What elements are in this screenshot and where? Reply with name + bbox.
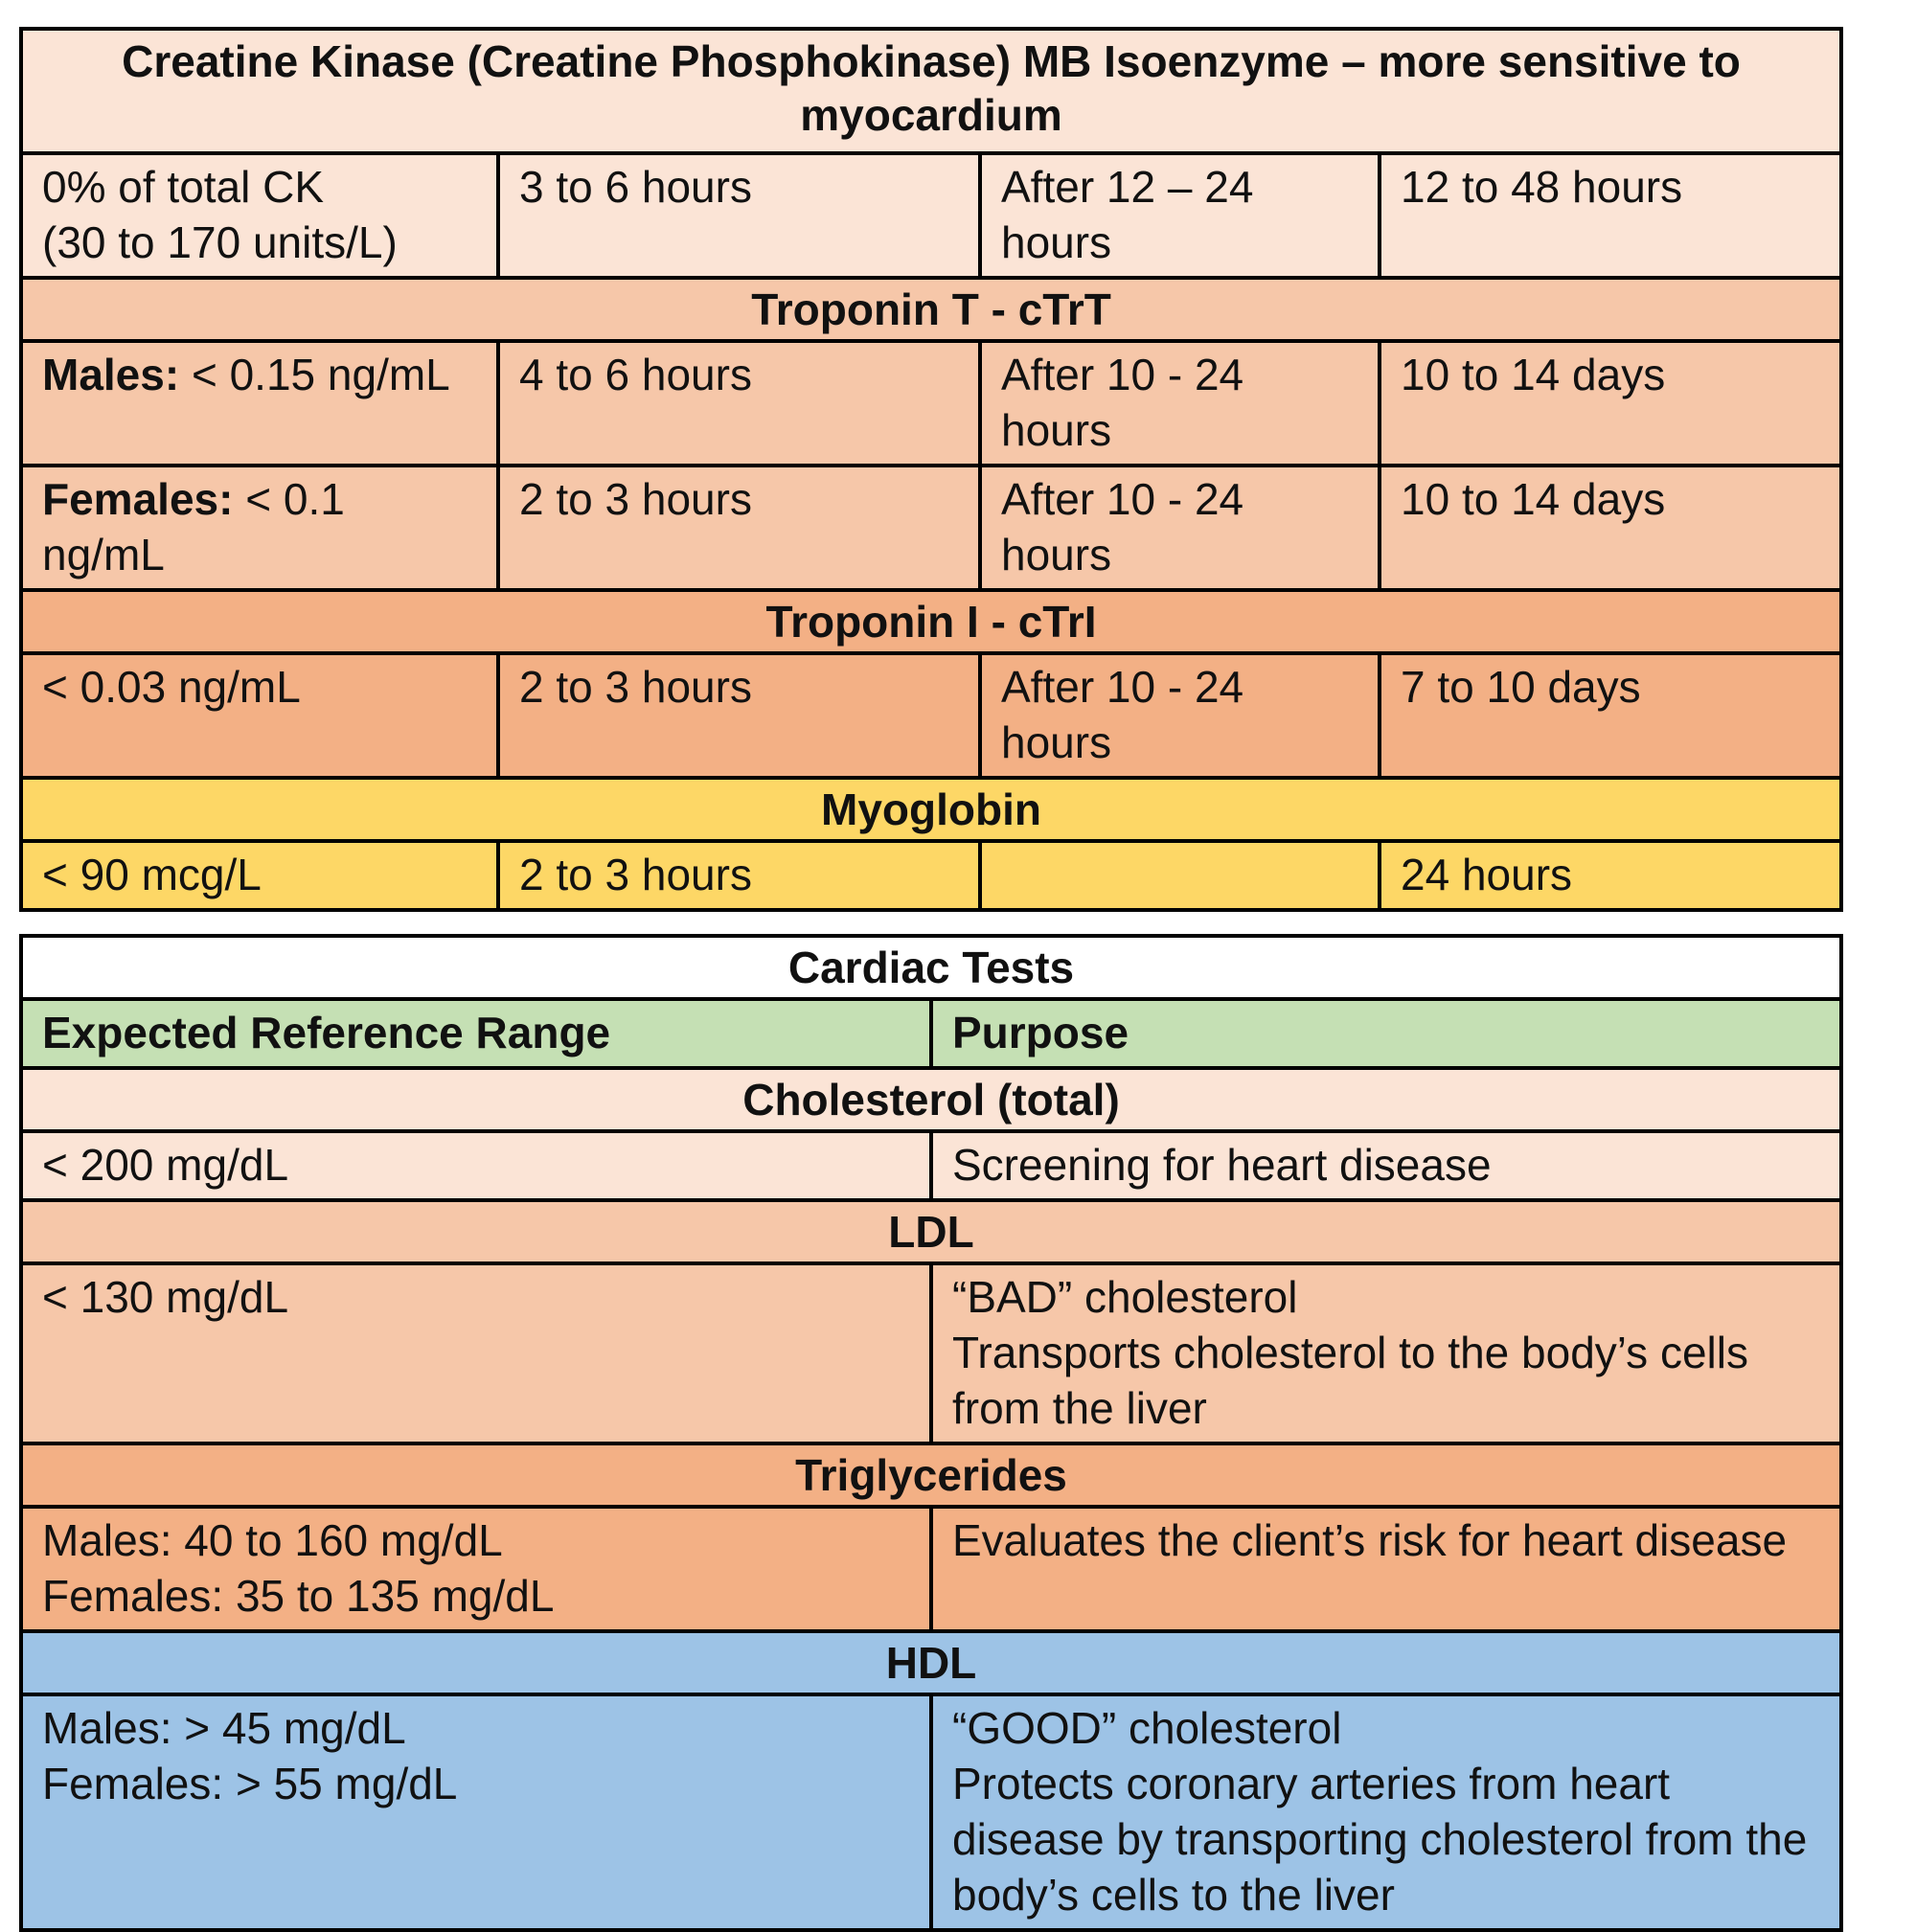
column-header-range: Expected Reference Range: [21, 999, 931, 1068]
cardiac-tests-table: [19, 934, 1843, 1932]
triglycerides-row: [21, 1507, 1841, 1631]
troponin-t-section-title: Troponin T - cTrT: [21, 278, 1841, 341]
cardiac-enzymes-table: [19, 27, 1843, 912]
ck-mb-onset: 3 to 6 hours: [498, 153, 980, 278]
troponin-i-section-title: Troponin I - cTrI: [21, 590, 1841, 653]
myoglobin-row: [21, 841, 1841, 910]
troponin-t-females-peak: After 10 - 24 hours: [980, 466, 1380, 590]
hdl-row: [21, 1694, 1841, 1930]
hdl-purpose: “GOOD” cholesterol Protects coronary arteries from heart disease by transporting cholesterol from the body’s cells to the liver: [931, 1694, 1841, 1930]
cholesterol-row: [21, 1131, 1841, 1200]
ldl-section-title: LDL: [21, 1200, 1841, 1263]
troponin-t-females-row: [21, 466, 1841, 590]
hdl-range: Males: > 45 mg/dL Females: > 55 mg/dL: [21, 1694, 931, 1930]
triglycerides-purpose: Evaluates the client’s risk for heart disease: [931, 1507, 1841, 1631]
myoglobin-duration: 24 hours: [1380, 841, 1841, 910]
troponin-t-females-range: Females: < 0.1 ng/mL: [21, 466, 498, 590]
triglycerides-range: Males: 40 to 160 mg/dL Females: 35 to 135 mg/dL: [21, 1507, 931, 1631]
troponin-t-males-row: [21, 341, 1841, 466]
troponin-i-row: [21, 653, 1841, 778]
hdl-section-title: HDL: [21, 1631, 1841, 1694]
ck-mb-reference-range: 0% of total CK (30 to 170 units/L): [21, 153, 498, 278]
triglycerides-section-title: Triglycerides: [21, 1443, 1841, 1507]
ldl-purpose: “BAD” cholesterol Transports cholesterol to the body’s cells from the liver: [931, 1263, 1841, 1443]
column-header-purpose: Purpose: [931, 999, 1841, 1068]
ck-mb-section-title: Creatine Kinase (Creatine Phosphokinase) MB Isoenzyme – more sensitive to myocardium: [21, 29, 1841, 153]
troponin-t-males-range: Males: < 0.15 ng/mL: [21, 341, 498, 466]
troponin-t-males-onset: 4 to 6 hours: [498, 341, 980, 466]
troponin-t-males-peak: After 10 - 24 hours: [980, 341, 1380, 466]
cholesterol-purpose: Screening for heart disease: [931, 1131, 1841, 1200]
troponin-t-males-duration: 10 to 14 days: [1380, 341, 1841, 466]
troponin-i-peak: After 10 - 24 hours: [980, 653, 1380, 778]
myoglobin-onset: 2 to 3 hours: [498, 841, 980, 910]
cholesterol-range: < 200 mg/dL: [21, 1131, 931, 1200]
myoglobin-peak: [980, 841, 1380, 910]
ldl-range: < 130 mg/dL: [21, 1263, 931, 1443]
column-header-row: [21, 999, 1841, 1068]
myoglobin-section-title: Myoglobin: [21, 778, 1841, 841]
troponin-i-onset: 2 to 3 hours: [498, 653, 980, 778]
ldl-row: [21, 1263, 1841, 1443]
cholesterol-section-title: Cholesterol (total): [21, 1068, 1841, 1131]
troponin-t-females-onset: 2 to 3 hours: [498, 466, 980, 590]
ck-mb-peak: After 12 – 24 hours: [980, 153, 1380, 278]
troponin-i-range: < 0.03 ng/mL: [21, 653, 498, 778]
ck-mb-duration: 12 to 48 hours: [1380, 153, 1841, 278]
troponin-t-females-duration: 10 to 14 days: [1380, 466, 1841, 590]
cardiac-tests-title: Cardiac Tests: [21, 936, 1841, 999]
myoglobin-range: < 90 mcg/L: [21, 841, 498, 910]
ck-mb-row: [21, 153, 1841, 278]
troponin-i-duration: 7 to 10 days: [1380, 653, 1841, 778]
